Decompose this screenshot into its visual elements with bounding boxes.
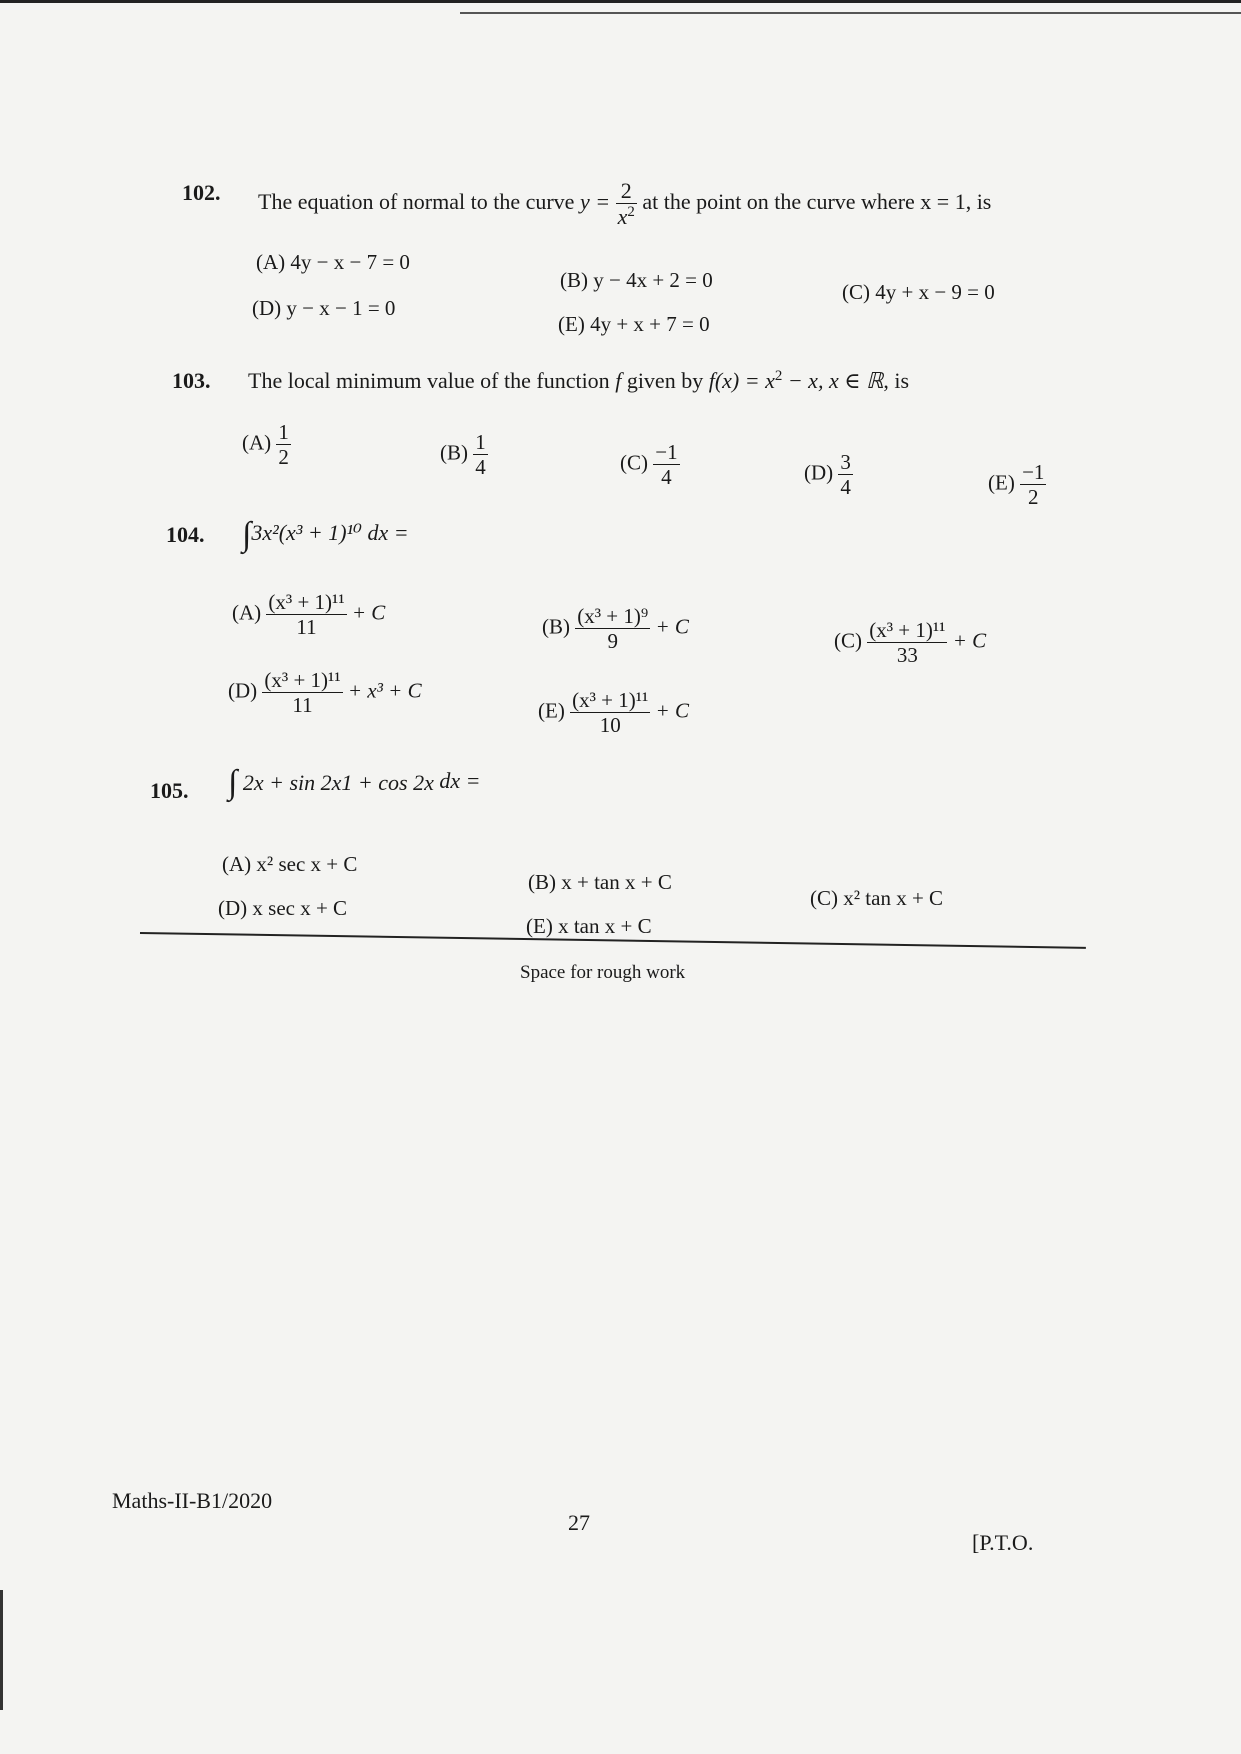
fraction-numerator: 3 bbox=[840, 450, 851, 474]
stem-expression-tail: − x, x ∈ ℝ bbox=[787, 368, 884, 393]
fraction-numerator: (x³ + 1)¹¹ bbox=[869, 618, 946, 642]
option-a[interactable]: (A) 4y − x − 7 = 0 bbox=[256, 250, 410, 274]
stem-exponent: 2 bbox=[774, 367, 783, 384]
fraction-denominator: 4 bbox=[475, 455, 486, 480]
fraction-denominator: 2 bbox=[1020, 484, 1046, 509]
option-label: (D) bbox=[228, 678, 258, 703]
question-number: 103. bbox=[172, 368, 211, 393]
stem-integrand: 3x²(x³ + 1)¹⁰ dx = bbox=[251, 520, 409, 546]
den-exponent: 2 bbox=[627, 204, 635, 221]
option-d[interactable]: (D) y − x − 1 = 0 bbox=[252, 296, 396, 320]
rough-work-label: Space for rough work bbox=[520, 962, 686, 983]
option-a[interactable] bbox=[242, 420, 291, 469]
option-label: (C) bbox=[620, 450, 648, 475]
option-a[interactable]: (A) x² sec x + C bbox=[222, 852, 358, 876]
fraction-denominator: 11 bbox=[262, 692, 342, 717]
fraction-denominator: 10 bbox=[570, 712, 650, 737]
page-number: 27 bbox=[568, 1510, 590, 1535]
option-label: (E) bbox=[988, 470, 1015, 495]
question-stem bbox=[248, 368, 909, 394]
stem-lhs: y = bbox=[579, 188, 611, 214]
fraction-numerator: (x³ + 1)¹¹ bbox=[264, 668, 341, 692]
option-tail: + C bbox=[655, 698, 689, 723]
fraction-numerator: −1 bbox=[1022, 460, 1045, 484]
option-c[interactable]: (C) 4y + x − 9 = 0 bbox=[842, 280, 995, 304]
fraction-denominator: 4 bbox=[653, 464, 679, 489]
option-tail: + C bbox=[655, 614, 689, 639]
question-number: 105. bbox=[150, 778, 189, 803]
fraction-numerator: (x³ + 1)⁹ bbox=[577, 604, 649, 628]
question-stem bbox=[228, 766, 480, 800]
question-stem bbox=[258, 178, 991, 230]
option-label: (D) bbox=[804, 460, 834, 485]
stem-text-mid: given by bbox=[626, 368, 704, 393]
option-c[interactable] bbox=[620, 440, 680, 489]
option-label: (A) bbox=[232, 600, 262, 625]
stem-text-tail: , is bbox=[883, 368, 910, 393]
option-e[interactable]: (E) x tan x + C bbox=[526, 914, 652, 938]
fraction-denominator: 11 bbox=[266, 614, 346, 639]
option-b[interactable] bbox=[542, 604, 689, 653]
option-fraction bbox=[867, 618, 947, 667]
option-e[interactable]: (E) 4y + x + 7 = 0 bbox=[558, 312, 710, 336]
option-tail: + C bbox=[952, 628, 987, 653]
option-tail: + C bbox=[351, 600, 386, 625]
option-fraction bbox=[1020, 460, 1046, 509]
fraction-numerator: 2 bbox=[620, 178, 632, 203]
top-border-secondary bbox=[460, 12, 1241, 14]
stem-text: The local minimum value of the function bbox=[248, 368, 610, 393]
question-number: 102. bbox=[182, 180, 221, 205]
option-label: (C) bbox=[834, 628, 862, 653]
fraction-numerator: 1 bbox=[475, 430, 486, 454]
option-b[interactable]: (B) x + tan x + C bbox=[528, 870, 672, 894]
fraction-denominator: 9 bbox=[575, 628, 650, 653]
stem-fraction bbox=[243, 770, 434, 795]
option-c[interactable] bbox=[834, 618, 986, 667]
fraction-numerator: 1 bbox=[278, 420, 289, 444]
option-label: (A) bbox=[242, 430, 272, 455]
option-fraction bbox=[262, 668, 342, 717]
option-d[interactable] bbox=[228, 668, 422, 717]
fraction-numerator: (x³ + 1)¹¹ bbox=[572, 688, 649, 712]
option-b[interactable] bbox=[440, 430, 488, 479]
option-fraction bbox=[266, 590, 346, 639]
option-e[interactable] bbox=[988, 460, 1046, 509]
stem-text-tail: at the point on the curve where x = 1, is bbox=[642, 188, 992, 214]
stem-text: The equation of normal to the curve bbox=[258, 188, 575, 214]
fraction-denominator bbox=[616, 203, 637, 229]
fraction-numerator: (x³ + 1)¹¹ bbox=[268, 590, 345, 614]
stem-func-name: f bbox=[615, 368, 622, 393]
integral-sign-icon: ∫ bbox=[242, 516, 252, 553]
option-label: (E) bbox=[538, 698, 565, 723]
paper-code: Maths-II-B1/2020 bbox=[112, 1488, 273, 1513]
option-d[interactable] bbox=[804, 450, 853, 499]
option-fraction bbox=[276, 420, 291, 469]
stem-fraction bbox=[616, 178, 637, 230]
fraction-numerator: −1 bbox=[655, 440, 678, 464]
option-label: (B) bbox=[440, 440, 468, 465]
option-b[interactable]: (B) y − 4x + 2 = 0 bbox=[560, 268, 713, 292]
option-fraction bbox=[838, 450, 853, 499]
scan-edge-mark bbox=[0, 1590, 3, 1710]
option-fraction bbox=[575, 604, 650, 653]
fraction-denominator: 1 + cos 2x bbox=[341, 770, 434, 796]
option-fraction bbox=[653, 440, 679, 489]
option-d[interactable]: (D) x sec x + C bbox=[218, 896, 348, 920]
option-tail: + x³ + C bbox=[347, 678, 422, 703]
option-e[interactable] bbox=[538, 688, 689, 737]
option-fraction bbox=[473, 430, 488, 479]
fraction-denominator: 4 bbox=[840, 475, 851, 500]
top-border bbox=[0, 0, 1241, 3]
option-label: (B) bbox=[542, 614, 570, 639]
stem-tail: dx = bbox=[439, 768, 481, 794]
option-c[interactable]: (C) x² tan x + C bbox=[810, 886, 944, 910]
pto-label: [P.T.O. bbox=[972, 1530, 1034, 1555]
fraction-numerator: 2x + sin 2x bbox=[242, 770, 342, 796]
fraction-denominator: 2 bbox=[278, 445, 289, 470]
den-base: x bbox=[617, 204, 628, 230]
option-fraction bbox=[570, 688, 650, 737]
integral-sign-icon: ∫ bbox=[228, 764, 238, 801]
stem-expression: f(x) = x bbox=[708, 368, 775, 393]
fraction-denominator: 33 bbox=[867, 642, 947, 667]
option-a[interactable] bbox=[232, 590, 385, 639]
question-number: 104. bbox=[166, 522, 205, 547]
question-stem bbox=[242, 518, 409, 552]
